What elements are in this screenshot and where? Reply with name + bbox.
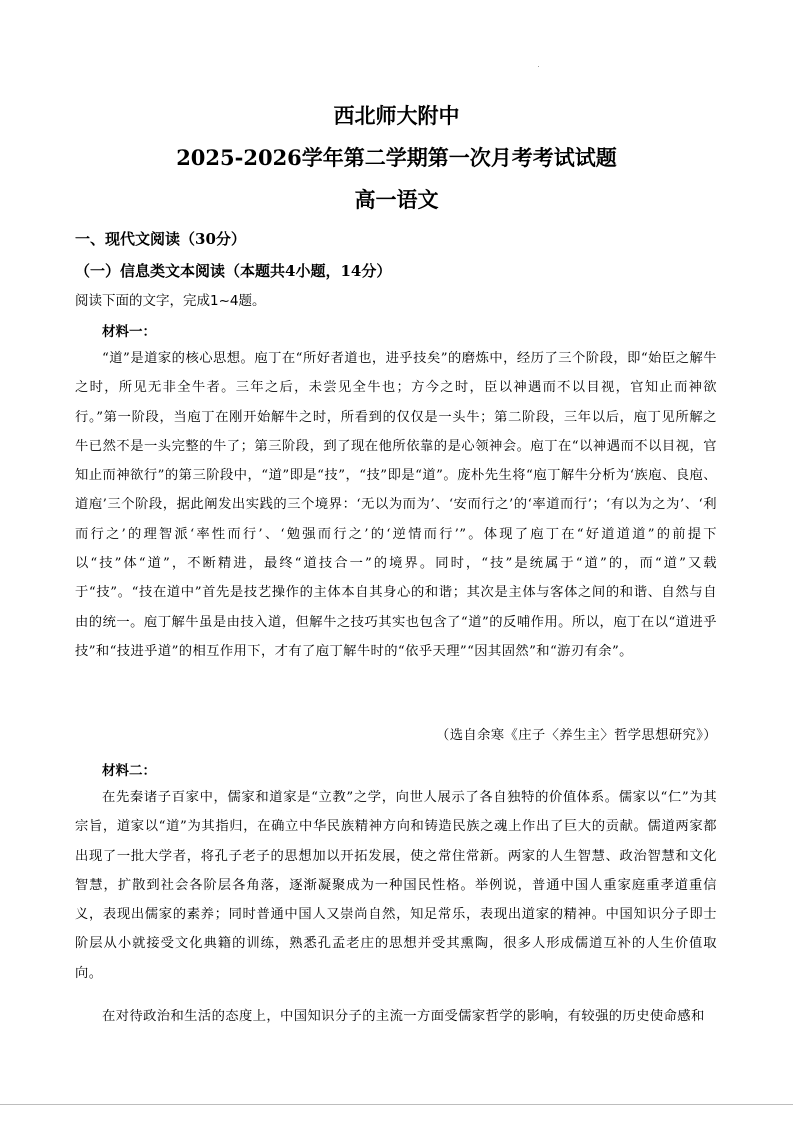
subsection-heading: （一）信息类文本阅读（本题共4小题，14分） xyxy=(75,262,392,280)
section-heading: 一、现代文阅读（30分） xyxy=(75,230,246,248)
material-two-paragraph-1: 在先秦诸子百家中，儒家和道家是“立教”之学，向世人展示了各自独特的价值体系。儒家以“仁”为其宗旨，道家以“道”为其指归，在确立中华民族精神方向和铸造民族之魂上作出了巨大的贡献。儒道两家都出现了一批大学者，将孔子老子的思想加以开拓发展，使之常住常新。两家的人生智慧、政治智慧和文化智慧，扩散到社会各阶层各角落，逐渐凝聚成为一种国民性格。举例说，普通中国人重家庭重孝道重信义，表现出儒家的素养；同时普通中国人又崇尚自然，知足常乐，表现出道家的精神。中国知识分子即士阶层从小就接受文化典籍的训练，熟悉孔孟老庄的思想并受其熏陶，很多人形成儒道互补的人生价值取向。 xyxy=(75,790,717,981)
scan-dot xyxy=(538,66,539,67)
material-two-label: 材料二： xyxy=(102,763,156,779)
school-name: 西北师大附中 xyxy=(333,103,460,128)
material-one-paragraph: “道”是道家的核心思想。庖丁在“所好者道也，进乎技矣”的磨炼中，经历了三个阶段，即“始臣之解牛之时，所见无非全牛者。三年之后，未尝见全牛也；方今之时，臣以神遇而不以目视，官知止而神欲行。”第一阶段，当庖丁在刚开始解牛之时，所看到的仅仅是一头牛；第二阶段，三年以后，庖丁见所解之牛已然不是一头完整的牛了；第三阶段，到了现在他所依靠的是心领神会。庖丁在“以神遇而不以目视，官知止而神欲行”的第三阶段中，“道”即是“技”，“技”即是“道”。庞朴先生将“庖丁解牛分析为‘族庖、良庖、道庖’三个阶段，据此阐发出实践的三个境界：‘无以为而为’、‘安而行之’的‘率道而行’；‘有以为之为’、‘利而行之’的理智派‘率性而行’、‘勉强而行之’的‘逆情而行’”。体现了庖丁在“好道道道”的前提下以“技”体“道”，不断精进，最终“道技合一”的境界。同时，“技”是统属于“道”的，而“道”又载于“技”。“技在道中”首先是技艺操作的主体本自其身心的和谐；其次是主体与客体之间的和谐、自然与自由的统一。庖丁解牛虽是由技入道，但解牛之技巧其实也包含了“道”的反哺作用。所以，庖丁在以“道进乎技”和“技进乎道”的相互作用下，才有了庖丁解牛时的“依乎天理”“因其固然”和“游刃有余”。 xyxy=(75,351,717,659)
material-one-label: 材料一： xyxy=(102,324,156,340)
material-two-paragraph-2: 在对待政治和生活的态度上，中国知识分子的主流一方面受儒家哲学的影响，有较强的历史使命感和 xyxy=(102,1009,705,1024)
subject-title: 高一语文 xyxy=(354,187,439,212)
material-one-source: （选自余寒《庄子〈养生主〉哲学思想研究》） xyxy=(436,728,717,743)
page-bottom-rule xyxy=(0,1104,793,1105)
exam-title: 2025-2026学年第二学期第一次月考考试试题 xyxy=(176,145,617,170)
reading-instruction: 阅读下面的文字，完成1~4题。 xyxy=(75,293,266,309)
